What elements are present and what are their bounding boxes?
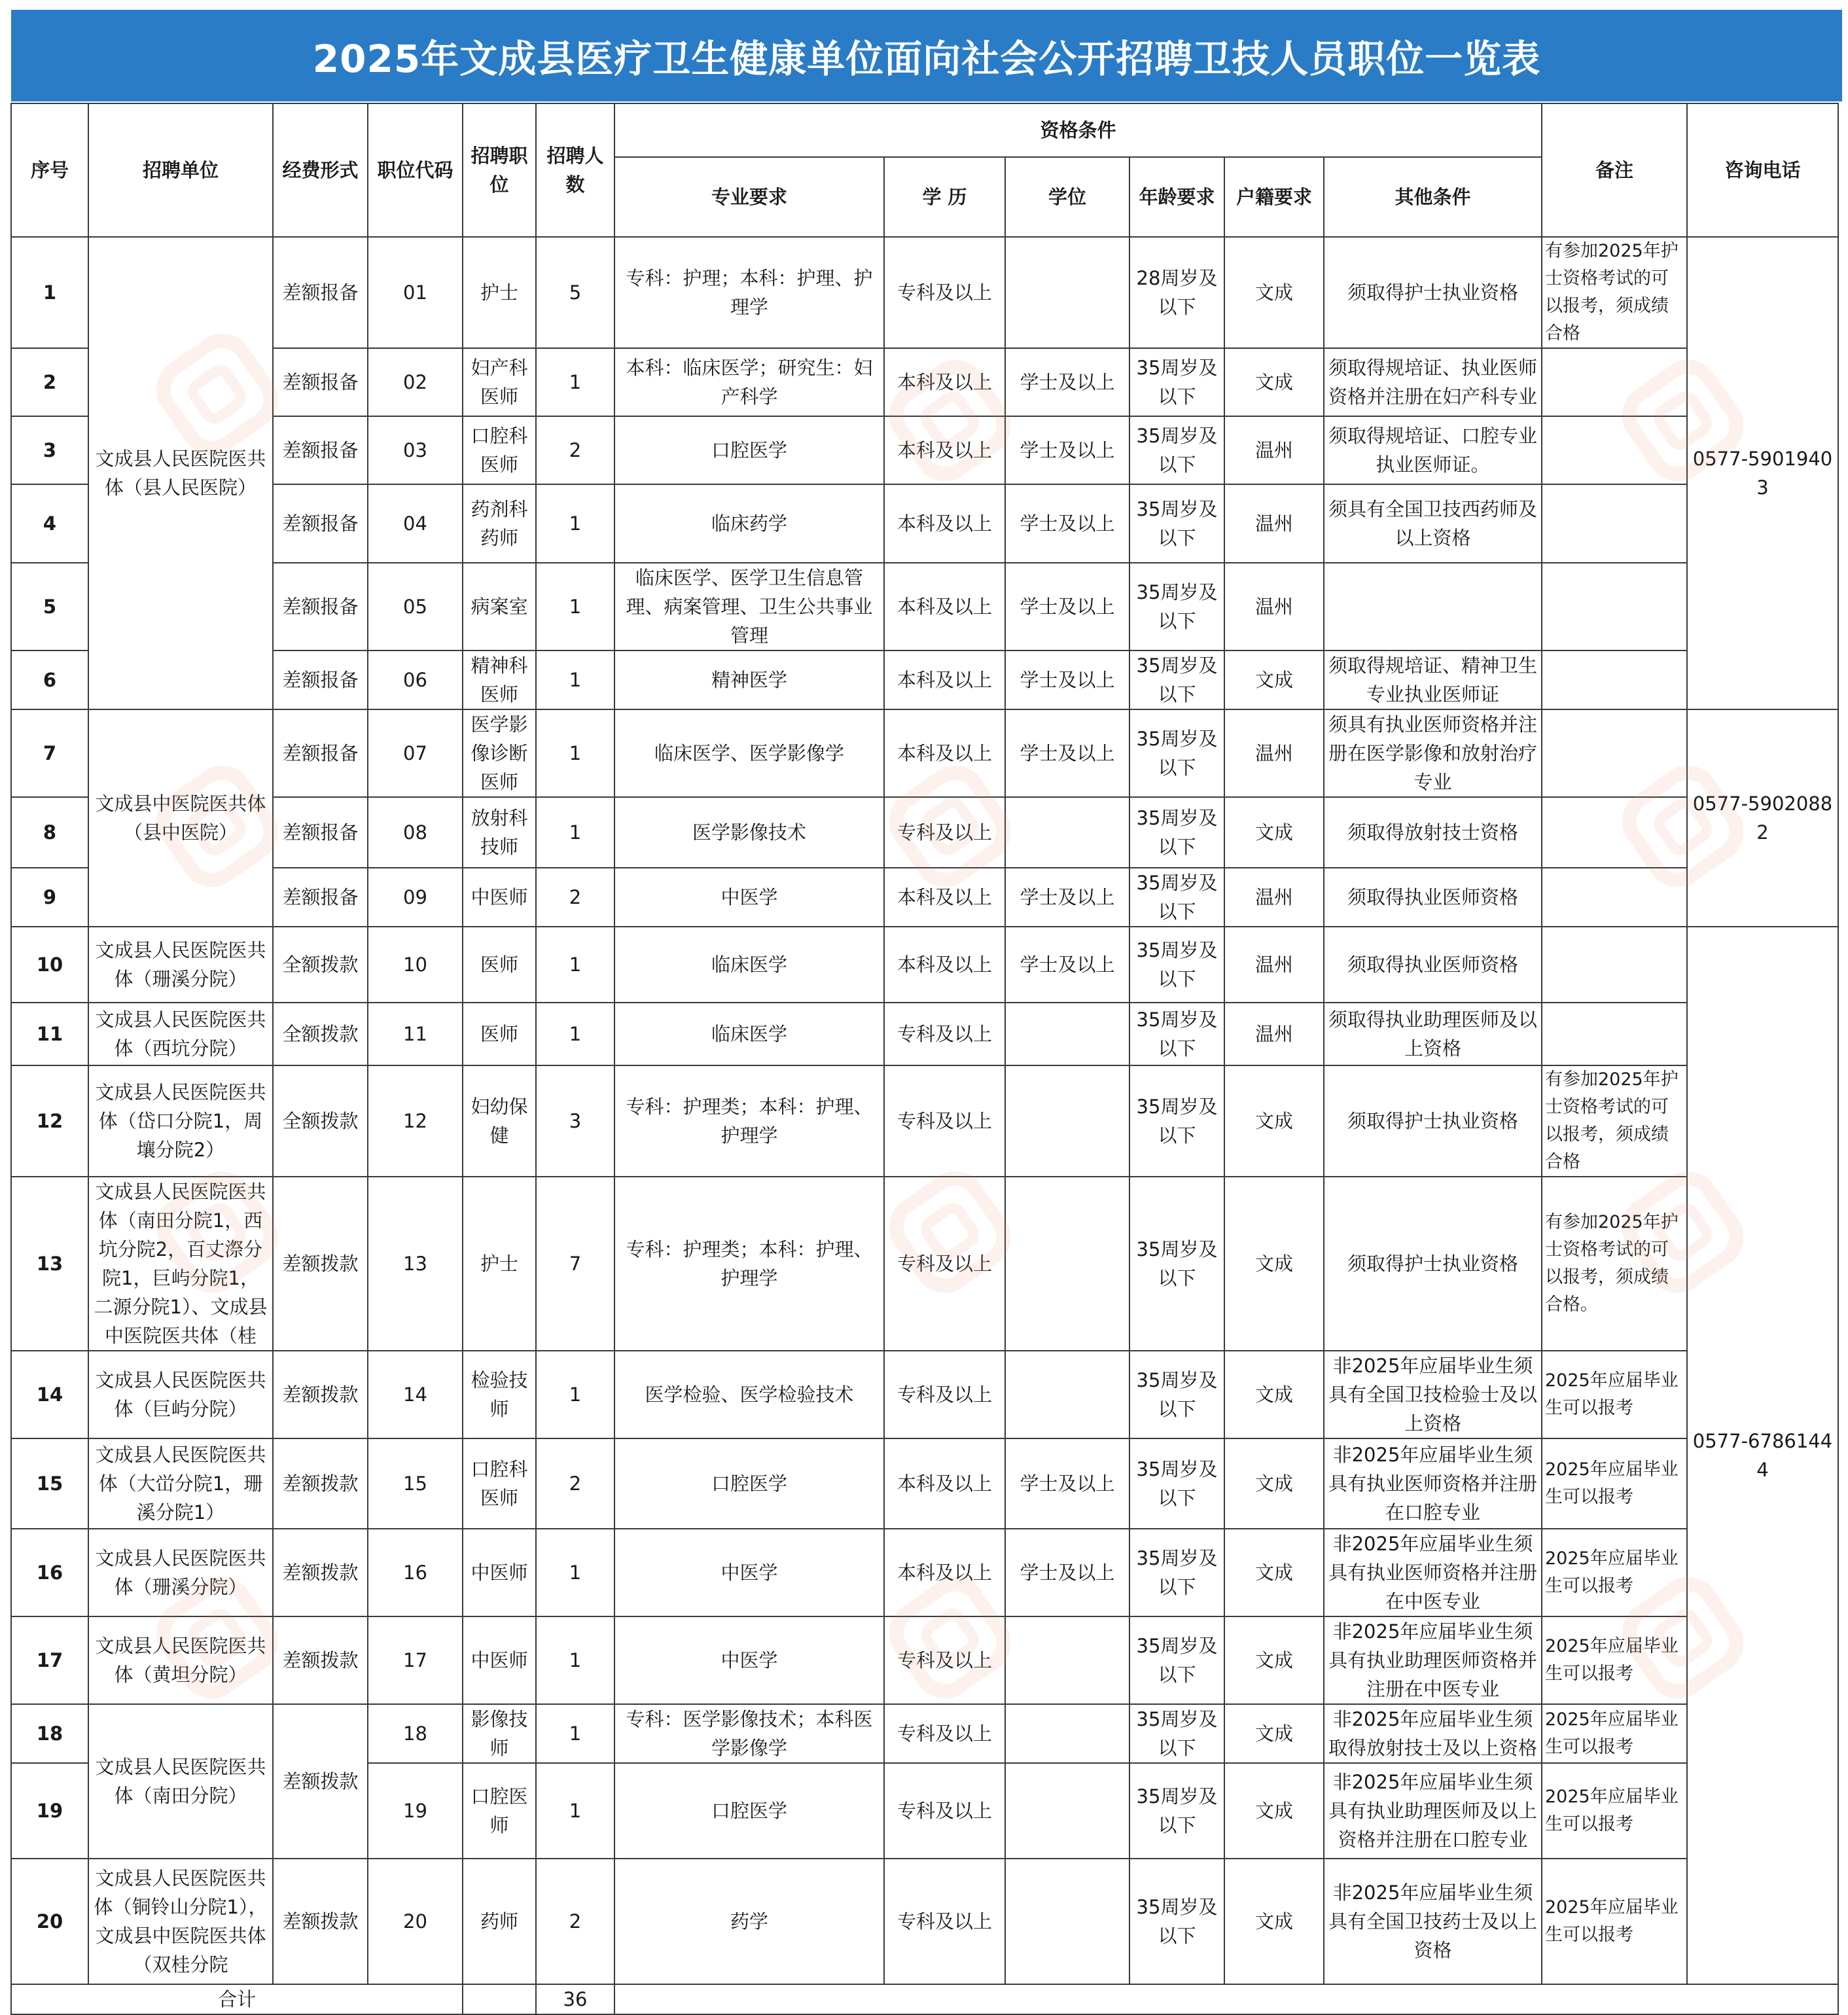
cell-remark <box>1542 484 1687 563</box>
cell-position: 护士 <box>463 1177 536 1351</box>
cell-code: 07 <box>368 709 463 797</box>
cell-education: 专科及以上 <box>884 1351 1005 1438</box>
cell-degree: 学士及以上 <box>1005 416 1129 484</box>
cell-remark: 有参加2025年护士资格考试的可以报考，须成绩合格 <box>1542 1065 1687 1177</box>
cell-seq: 11 <box>11 1003 88 1065</box>
cell-remark <box>1542 927 1687 1003</box>
cell-count: 1 <box>536 1704 614 1763</box>
cell-code: 13 <box>368 1177 463 1351</box>
cell-other: 须取得放射技士资格 <box>1324 797 1542 868</box>
cell-age: 35周岁及以下 <box>1129 1529 1224 1616</box>
cell-degree: 学士及以上 <box>1005 563 1129 651</box>
cell-code: 15 <box>368 1438 463 1529</box>
cell-count: 5 <box>536 237 614 348</box>
cell-age: 35周岁及以下 <box>1129 348 1224 416</box>
cell-degree: 学士及以上 <box>1005 927 1129 1003</box>
cell-major: 中医学 <box>614 1529 884 1616</box>
table-row <box>11 563 1838 651</box>
cell-seq: 16 <box>11 1529 88 1616</box>
cell-position: 妇产科医师 <box>463 348 536 416</box>
cell-degree <box>1005 1763 1129 1859</box>
cell-other: 非2025年应届毕业生须具有执业医师资格并注册在口腔专业 <box>1324 1438 1542 1529</box>
cell-degree: 学士及以上 <box>1005 1529 1129 1616</box>
cell-position: 口腔医师 <box>463 1763 536 1859</box>
cell-code: 19 <box>368 1763 463 1859</box>
header-major: 专业要求 <box>614 157 884 237</box>
cell-count: 1 <box>536 797 614 868</box>
total-rest <box>614 1984 1838 2014</box>
cell-count: 7 <box>536 1177 614 1351</box>
cell-other: 须取得执业助理医师及以上资格 <box>1324 1003 1542 1065</box>
cell-count: 2 <box>536 1438 614 1529</box>
table-row <box>11 237 1838 348</box>
cell-degree <box>1005 237 1129 348</box>
table-row <box>11 484 1838 563</box>
table-row <box>11 1859 1838 1984</box>
cell-hukou: 文成 <box>1224 1351 1324 1438</box>
cell-degree: 学士及以上 <box>1005 868 1129 927</box>
cell-funding: 差额拨款 <box>273 1177 368 1351</box>
cell-code: 14 <box>368 1351 463 1438</box>
cell-code: 11 <box>368 1003 463 1065</box>
total-count: 36 <box>536 1984 614 2014</box>
cell-seq: 14 <box>11 1351 88 1438</box>
cell-other: 须具有全国卫技西药师及以上资格 <box>1324 484 1542 563</box>
cell-funding: 差额报备 <box>273 709 368 797</box>
cell-seq: 13 <box>11 1177 88 1351</box>
table-row <box>11 1177 1838 1351</box>
cell-other: 非2025年应届毕业生须具有执业助理医师资格并注册在中医专业 <box>1324 1616 1542 1704</box>
cell-hukou: 温州 <box>1224 416 1324 484</box>
cell-major: 中医学 <box>614 1616 884 1704</box>
cell-hukou: 文成 <box>1224 1529 1324 1616</box>
cell-position: 放射科技师 <box>463 797 536 868</box>
cell-unit: 文成县人民医院医共体（南田分院） <box>88 1704 273 1859</box>
cell-major: 临床医学 <box>614 927 884 1003</box>
header-unit: 招聘单位 <box>88 103 273 237</box>
cell-other: 须取得规培证、执业医师资格并注册在妇产科专业 <box>1324 348 1542 416</box>
cell-hukou: 文成 <box>1224 651 1324 709</box>
cell-education: 专科及以上 <box>884 1704 1005 1763</box>
cell-degree: 学士及以上 <box>1005 651 1129 709</box>
cell-remark: 2025年应届毕业生可以报考 <box>1542 1529 1687 1616</box>
cell-other: 须取得护士执业资格 <box>1324 1177 1542 1351</box>
cell-code: 02 <box>368 348 463 416</box>
cell-other: 非2025年应届毕业生须具有全国卫技检验士及以上资格 <box>1324 1351 1542 1438</box>
cell-degree <box>1005 1859 1129 1984</box>
cell-position: 药剂科药师 <box>463 484 536 563</box>
cell-seq: 2 <box>11 348 88 416</box>
cell-remark: 2025年应届毕业生可以报考 <box>1542 1859 1687 1984</box>
cell-hukou: 温州 <box>1224 927 1324 1003</box>
cell-hukou: 温州 <box>1224 868 1324 927</box>
cell-unit: 文成县人民医院医共体（珊溪分院） <box>88 927 273 1003</box>
cell-age: 35周岁及以下 <box>1129 709 1224 797</box>
header-count: 招聘人数 <box>536 103 614 237</box>
cell-age: 35周岁及以下 <box>1129 797 1224 868</box>
cell-other <box>1324 563 1542 651</box>
cell-education: 专科及以上 <box>884 1177 1005 1351</box>
cell-remark <box>1542 416 1687 484</box>
cell-remark <box>1542 1003 1687 1065</box>
header-hukou: 户籍要求 <box>1224 157 1324 237</box>
cell-other: 须具有执业医师资格并注册在医学影像和放射治疗专业 <box>1324 709 1542 797</box>
cell-seq: 10 <box>11 927 88 1003</box>
cell-remark <box>1542 348 1687 416</box>
cell-other: 须取得规培证、口腔专业执业医师证。 <box>1324 416 1542 484</box>
cell-count: 1 <box>536 651 614 709</box>
cell-remark: 2025年应届毕业生可以报考 <box>1542 1704 1687 1763</box>
cell-remark: 2025年应届毕业生可以报考 <box>1542 1351 1687 1438</box>
cell-funding: 差额拨款 <box>273 1704 368 1859</box>
cell-age: 35周岁及以下 <box>1129 484 1224 563</box>
table-row <box>11 348 1838 416</box>
cell-age: 35周岁及以下 <box>1129 1859 1224 1984</box>
cell-position: 护士 <box>463 237 536 348</box>
cell-funding: 差额报备 <box>273 797 368 868</box>
cell-major: 药学 <box>614 1859 884 1984</box>
cell-code: 06 <box>368 651 463 709</box>
cell-seq: 12 <box>11 1065 88 1177</box>
cell-degree: 学士及以上 <box>1005 1438 1129 1529</box>
cell-hukou: 文成 <box>1224 348 1324 416</box>
cell-code: 20 <box>368 1859 463 1984</box>
header-code: 职位代码 <box>368 103 463 237</box>
cell-major: 专科：医学影像技术；本科医学影像学 <box>614 1704 884 1763</box>
cell-degree <box>1005 797 1129 868</box>
cell-degree <box>1005 1177 1129 1351</box>
cell-age: 35周岁及以下 <box>1129 1704 1224 1763</box>
cell-phone: 0577-67861444 <box>1687 927 1838 1984</box>
cell-major: 精神医学 <box>614 651 884 709</box>
cell-education: 本科及以上 <box>884 563 1005 651</box>
cell-seq: 1 <box>11 237 88 348</box>
cell-phone: 0577-59020882 <box>1687 709 1838 927</box>
cell-remark: 2025年应届毕业生可以报考 <box>1542 1763 1687 1859</box>
cell-funding: 差额报备 <box>273 484 368 563</box>
table-row <box>11 1351 1838 1438</box>
cell-count: 2 <box>536 416 614 484</box>
cell-education: 本科及以上 <box>884 927 1005 1003</box>
cell-position: 医师 <box>463 927 536 1003</box>
cell-degree: 学士及以上 <box>1005 484 1129 563</box>
header-seq: 序号 <box>11 103 88 237</box>
cell-hukou: 文成 <box>1224 1859 1324 1984</box>
header-position: 招聘职位 <box>463 103 536 237</box>
cell-unit: 文成县中医院医共体（县中医院） <box>88 709 273 927</box>
cell-position: 检验技师 <box>463 1351 536 1438</box>
cell-count: 2 <box>536 868 614 927</box>
cell-position: 中医师 <box>463 1616 536 1704</box>
cell-degree <box>1005 1704 1129 1763</box>
cell-count: 1 <box>536 1529 614 1616</box>
cell-age: 35周岁及以下 <box>1129 651 1224 709</box>
cell-unit: 文成县人民医院医共体（黄坦分院） <box>88 1616 273 1704</box>
cell-education: 专科及以上 <box>884 1003 1005 1065</box>
cell-hukou: 温州 <box>1224 563 1324 651</box>
cell-remark <box>1542 563 1687 651</box>
table-row <box>11 1438 1838 1529</box>
cell-remark: 2025年应届毕业生可以报考 <box>1542 1616 1687 1704</box>
cell-age: 35周岁及以下 <box>1129 868 1224 927</box>
table-row <box>11 709 1838 797</box>
cell-hukou: 文成 <box>1224 1438 1324 1529</box>
cell-major: 口腔医学 <box>614 1763 884 1859</box>
table-row <box>11 1065 1838 1177</box>
header-other: 其他条件 <box>1324 157 1542 237</box>
page-title: 2025年文成县医疗卫生健康单位面向社会公开招聘卫技人员职位一览表 <box>11 10 1842 101</box>
cell-unit: 文成县人民医院医共体（南田分院1，西坑分院2，百丈漈分院1，巨屿分院1，二源分院1）、文成县中医院医共体（桂 <box>88 1177 273 1351</box>
cell-education: 专科及以上 <box>884 1859 1005 1984</box>
cell-education: 本科及以上 <box>884 1529 1005 1616</box>
cell-remark <box>1542 709 1687 797</box>
positions-table <box>10 103 1839 2015</box>
cell-major: 口腔医学 <box>614 1438 884 1529</box>
cell-count: 2 <box>536 1859 614 1984</box>
cell-count: 3 <box>536 1065 614 1177</box>
cell-major: 专科：护理类；本科：护理、护理学 <box>614 1177 884 1351</box>
cell-education: 本科及以上 <box>884 651 1005 709</box>
table-row <box>11 927 1838 1003</box>
table-row <box>11 1003 1838 1065</box>
cell-funding: 差额报备 <box>273 348 368 416</box>
cell-other: 非2025年应届毕业生须具有执业助理医师及以上资格并注册在口腔专业 <box>1324 1763 1542 1859</box>
cell-position: 口腔科医师 <box>463 416 536 484</box>
cell-other: 须取得执业医师资格 <box>1324 868 1542 927</box>
cell-seq: 6 <box>11 651 88 709</box>
cell-code: 03 <box>368 416 463 484</box>
table-row <box>11 868 1838 927</box>
cell-major: 临床医学、医学影像学 <box>614 709 884 797</box>
cell-count: 1 <box>536 563 614 651</box>
cell-other: 须取得规培证、精神卫生专业执业医师证 <box>1324 651 1542 709</box>
cell-education: 专科及以上 <box>884 1616 1005 1704</box>
header-remark: 备注 <box>1542 103 1687 237</box>
cell-code: 08 <box>368 797 463 868</box>
cell-education: 专科及以上 <box>884 237 1005 348</box>
cell-major: 专科：护理；本科：护理、护理学 <box>614 237 884 348</box>
header-age: 年龄要求 <box>1129 157 1224 237</box>
cell-major: 本科：临床医学；研究生：妇产科学 <box>614 348 884 416</box>
cell-education: 专科及以上 <box>884 1763 1005 1859</box>
cell-code: 17 <box>368 1616 463 1704</box>
cell-funding: 差额拨款 <box>273 1529 368 1616</box>
cell-other: 非2025年应届毕业生须具有全国卫技药士及以上资格 <box>1324 1859 1542 1984</box>
cell-funding: 差额报备 <box>273 237 368 348</box>
cell-remark <box>1542 868 1687 927</box>
cell-major: 医学检验、医学检验技术 <box>614 1351 884 1438</box>
cell-code: 10 <box>368 927 463 1003</box>
total-row <box>11 1984 1838 2014</box>
cell-degree: 学士及以上 <box>1005 348 1129 416</box>
cell-education: 本科及以上 <box>884 709 1005 797</box>
cell-funding: 差额报备 <box>273 563 368 651</box>
cell-degree <box>1005 1616 1129 1704</box>
header-qualifications: 资格条件 <box>614 103 1542 157</box>
cell-position: 医师 <box>463 1003 536 1065</box>
cell-age: 35周岁及以下 <box>1129 1351 1224 1438</box>
cell-code: 16 <box>368 1529 463 1616</box>
cell-seq: 18 <box>11 1704 88 1763</box>
cell-remark <box>1542 797 1687 868</box>
table-row <box>11 797 1838 868</box>
header-education: 学 历 <box>884 157 1005 237</box>
cell-seq: 5 <box>11 563 88 651</box>
cell-age: 35周岁及以下 <box>1129 1003 1224 1065</box>
cell-seq: 19 <box>11 1763 88 1859</box>
cell-unit: 文成县人民医院医共体（铜铃山分院1），文成县中医院医共体（双桂分院 <box>88 1859 273 1984</box>
cell-hukou: 温州 <box>1224 1003 1324 1065</box>
cell-funding: 差额拨款 <box>273 1859 368 1984</box>
cell-position: 医学影像诊断医师 <box>463 709 536 797</box>
cell-education: 本科及以上 <box>884 416 1005 484</box>
cell-code: 05 <box>368 563 463 651</box>
header-funding: 经费形式 <box>273 103 368 237</box>
cell-funding: 差额拨款 <box>273 1438 368 1529</box>
cell-position: 病案室 <box>463 563 536 651</box>
cell-hukou: 文成 <box>1224 1763 1324 1859</box>
cell-degree <box>1005 1003 1129 1065</box>
cell-funding: 全额拨款 <box>273 1065 368 1177</box>
cell-education: 本科及以上 <box>884 868 1005 927</box>
cell-seq: 8 <box>11 797 88 868</box>
cell-degree <box>1005 1351 1129 1438</box>
table-row <box>11 651 1838 709</box>
cell-hukou: 温州 <box>1224 484 1324 563</box>
cell-remark <box>1542 651 1687 709</box>
cell-seq: 9 <box>11 868 88 927</box>
cell-degree: 学士及以上 <box>1005 709 1129 797</box>
cell-major: 医学影像技术 <box>614 797 884 868</box>
table-row <box>11 1529 1838 1616</box>
cell-education: 本科及以上 <box>884 484 1005 563</box>
cell-position: 妇幼保健 <box>463 1065 536 1177</box>
cell-major: 临床药学 <box>614 484 884 563</box>
cell-count: 1 <box>536 484 614 563</box>
cell-major: 口腔医学 <box>614 416 884 484</box>
cell-count: 1 <box>536 1763 614 1859</box>
table-body <box>11 237 1838 2014</box>
cell-education: 专科及以上 <box>884 797 1005 868</box>
cell-unit: 文成县人民医院医共体（县人民医院） <box>88 237 273 709</box>
cell-major: 临床医学 <box>614 1003 884 1065</box>
cell-degree <box>1005 1065 1129 1177</box>
cell-unit: 文成县人民医院医共体（珊溪分院） <box>88 1529 273 1616</box>
cell-hukou: 文成 <box>1224 1065 1324 1177</box>
cell-phone: 0577-59019403 <box>1687 237 1838 709</box>
cell-other: 须取得护士执业资格 <box>1324 237 1542 348</box>
cell-funding: 全额拨款 <box>273 927 368 1003</box>
cell-other: 非2025年应届毕业生须具有执业医师资格并注册在中医专业 <box>1324 1529 1542 1616</box>
cell-hukou: 文成 <box>1224 1704 1324 1763</box>
cell-age: 35周岁及以下 <box>1129 1177 1224 1351</box>
cell-position: 中医师 <box>463 868 536 927</box>
cell-position: 药师 <box>463 1859 536 1984</box>
cell-funding: 差额拨款 <box>273 1616 368 1704</box>
cell-funding: 差额报备 <box>273 416 368 484</box>
cell-seq: 7 <box>11 709 88 797</box>
cell-count: 1 <box>536 348 614 416</box>
cell-count: 1 <box>536 1616 614 1704</box>
total-label: 合计 <box>11 1984 463 2014</box>
cell-position: 中医师 <box>463 1529 536 1616</box>
table-row <box>11 1616 1838 1704</box>
cell-education: 本科及以上 <box>884 348 1005 416</box>
cell-code: 18 <box>368 1704 463 1763</box>
cell-position: 影像技师 <box>463 1704 536 1763</box>
cell-unit: 文成县人民医院医共体（西坑分院） <box>88 1003 273 1065</box>
cell-unit: 文成县人民医院医共体（巨屿分院） <box>88 1351 273 1438</box>
table-row <box>11 416 1838 484</box>
cell-education: 本科及以上 <box>884 1438 1005 1529</box>
cell-hukou: 文成 <box>1224 797 1324 868</box>
cell-age: 35周岁及以下 <box>1129 416 1224 484</box>
cell-age: 35周岁及以下 <box>1129 563 1224 651</box>
cell-seq: 17 <box>11 1616 88 1704</box>
cell-seq: 15 <box>11 1438 88 1529</box>
cell-code: 04 <box>368 484 463 563</box>
cell-count: 1 <box>536 709 614 797</box>
cell-age: 35周岁及以下 <box>1129 927 1224 1003</box>
cell-other: 非2025年应届毕业生须取得放射技士及以上资格 <box>1324 1704 1542 1763</box>
cell-count: 1 <box>536 927 614 1003</box>
cell-age: 35周岁及以下 <box>1129 1616 1224 1704</box>
cell-funding: 差额报备 <box>273 651 368 709</box>
cell-seq: 4 <box>11 484 88 563</box>
cell-seq: 3 <box>11 416 88 484</box>
cell-remark: 有参加2025年护士资格考试的可以报考，须成绩合格 <box>1542 237 1687 348</box>
cell-seq: 20 <box>11 1859 88 1984</box>
cell-major: 专科：护理类；本科：护理、护理学 <box>614 1065 884 1177</box>
table-row <box>11 1704 1838 1763</box>
cell-major: 中医学 <box>614 868 884 927</box>
header-degree: 学位 <box>1005 157 1129 237</box>
cell-unit: 文成县人民医院医共体（岱口分院1，周壤分院2） <box>88 1065 273 1177</box>
cell-hukou: 文成 <box>1224 1616 1324 1704</box>
cell-other: 须取得执业医师资格 <box>1324 927 1542 1003</box>
cell-major: 临床医学、医学卫生信息管理、病案管理、卫生公共事业管理 <box>614 563 884 651</box>
cell-code: 01 <box>368 237 463 348</box>
cell-funding: 差额报备 <box>273 868 368 927</box>
cell-funding: 差额拨款 <box>273 1351 368 1438</box>
header-phone: 咨询电话 <box>1687 103 1838 237</box>
cell-hukou: 文成 <box>1224 237 1324 348</box>
cell-remark: 2025年应届毕业生可以报考 <box>1542 1438 1687 1529</box>
total-spacer <box>463 1984 536 2014</box>
cell-education: 专科及以上 <box>884 1065 1005 1177</box>
cell-code: 09 <box>368 868 463 927</box>
cell-age: 28周岁及以下 <box>1129 237 1224 348</box>
cell-remark: 有参加2025年护士资格考试的可以报考，须成绩合格。 <box>1542 1177 1687 1351</box>
cell-position: 精神科医师 <box>463 651 536 709</box>
cell-other: 须取得护士执业资格 <box>1324 1065 1542 1177</box>
cell-hukou: 温州 <box>1224 709 1324 797</box>
cell-funding: 全额拨款 <box>273 1003 368 1065</box>
cell-age: 35周岁及以下 <box>1129 1438 1224 1529</box>
header-row-1 <box>11 103 1838 157</box>
cell-position: 口腔科医师 <box>463 1438 536 1529</box>
cell-code: 12 <box>368 1065 463 1177</box>
cell-age: 35周岁及以下 <box>1129 1763 1224 1859</box>
cell-age: 35周岁及以下 <box>1129 1065 1224 1177</box>
cell-hukou: 文成 <box>1224 1177 1324 1351</box>
cell-count: 1 <box>536 1351 614 1438</box>
cell-count: 1 <box>536 1003 614 1065</box>
cell-unit: 文成县人民医院医共体（大峃分院1，珊溪分院1） <box>88 1438 273 1529</box>
